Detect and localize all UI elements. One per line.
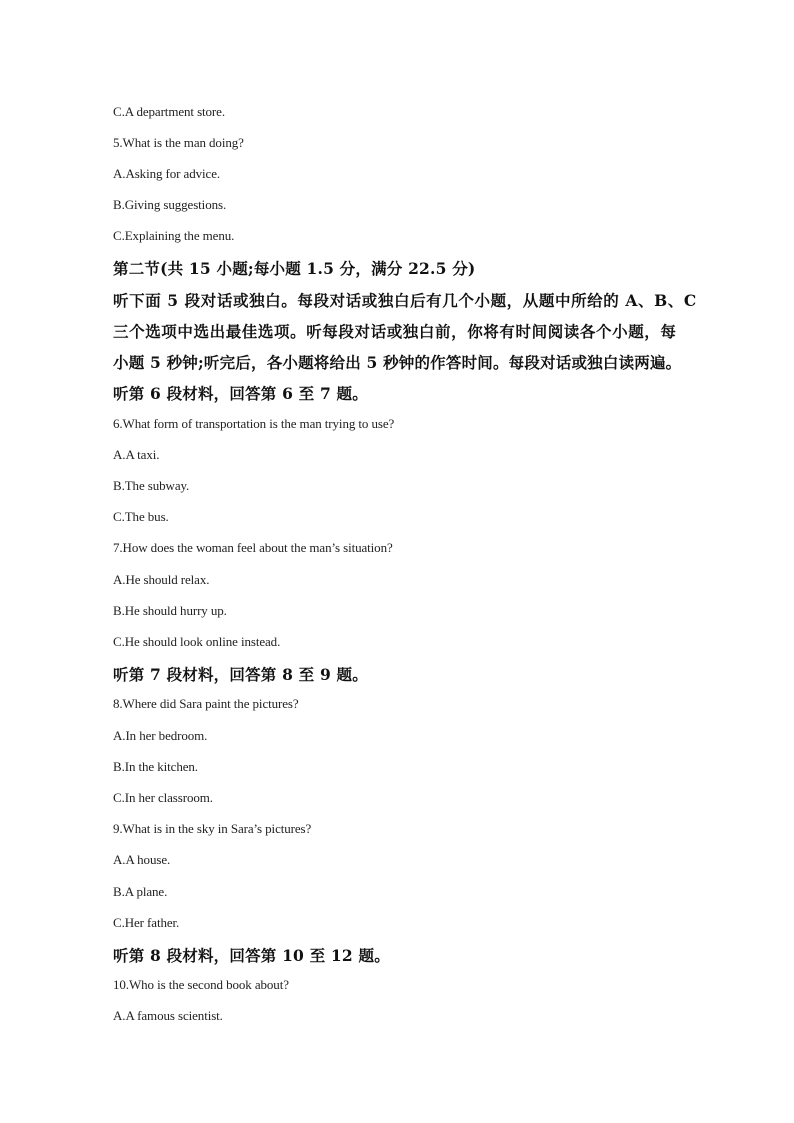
instructions-line-1: 听下面 5 段对话或独白。每段对话或独白后有几个小题，从题中所给的 A、B、C	[113, 291, 697, 310]
option-6a: A.A taxi.	[113, 447, 160, 462]
question-7: 7.How does the woman feel about the man’s situation?	[113, 540, 393, 555]
option-5b: B.Giving suggestions.	[113, 197, 227, 212]
option-4c: C.A department store.	[113, 104, 225, 119]
option-9a: A.A house.	[113, 852, 171, 867]
instructions-line-2: 三个选项中选出最佳选项。听每段对话或独白前，你将有时间阅读各个小题，每	[113, 322, 677, 341]
option-7a: A.He should relax.	[113, 572, 210, 587]
question-9: 9.What is in the sky in Sara’s pictures?	[113, 821, 312, 836]
instructions-line-3: 小题 5 秒钟;听完后，各小题将给出 5 秒钟的作答时间。每段对话或独白读两遍。	[113, 353, 682, 372]
option-6c: C.The bus.	[113, 509, 169, 524]
question-5: 5.What is the man doing?	[113, 135, 244, 150]
option-9c: C.Her father.	[113, 915, 180, 930]
option-10a: A.A famous scientist.	[113, 1008, 223, 1023]
section-heading: 第二节(共 15 小题;每小题 1.5 分，满分 22.5 分)	[113, 259, 476, 278]
option-6b: B.The subway.	[113, 478, 190, 493]
material-8-heading: 听第 8 段材料，回答第 10 至 12 题。	[113, 946, 390, 965]
option-8b: B.In the kitchen.	[113, 759, 198, 774]
option-9b: B.A plane.	[113, 884, 168, 899]
question-10: 10.Who is the second book about?	[113, 977, 289, 992]
option-8c: C.In her classroom.	[113, 790, 213, 805]
material-6-heading: 听第 6 段材料，回答第 6 至 7 题。	[113, 384, 368, 403]
option-5a: A.Asking for advice.	[113, 166, 221, 181]
option-5c: C.Explaining the menu.	[113, 228, 235, 243]
material-7-heading: 听第 7 段材料，回答第 8 至 9 题。	[113, 665, 368, 684]
option-8a: A.In her bedroom.	[113, 728, 208, 743]
option-7b: B.He should hurry up.	[113, 603, 227, 618]
question-6: 6.What form of transportation is the man trying to use?	[113, 416, 395, 431]
question-8: 8.Where did Sara paint the pictures?	[113, 696, 299, 711]
option-7c: C.He should look online instead.	[113, 634, 281, 649]
